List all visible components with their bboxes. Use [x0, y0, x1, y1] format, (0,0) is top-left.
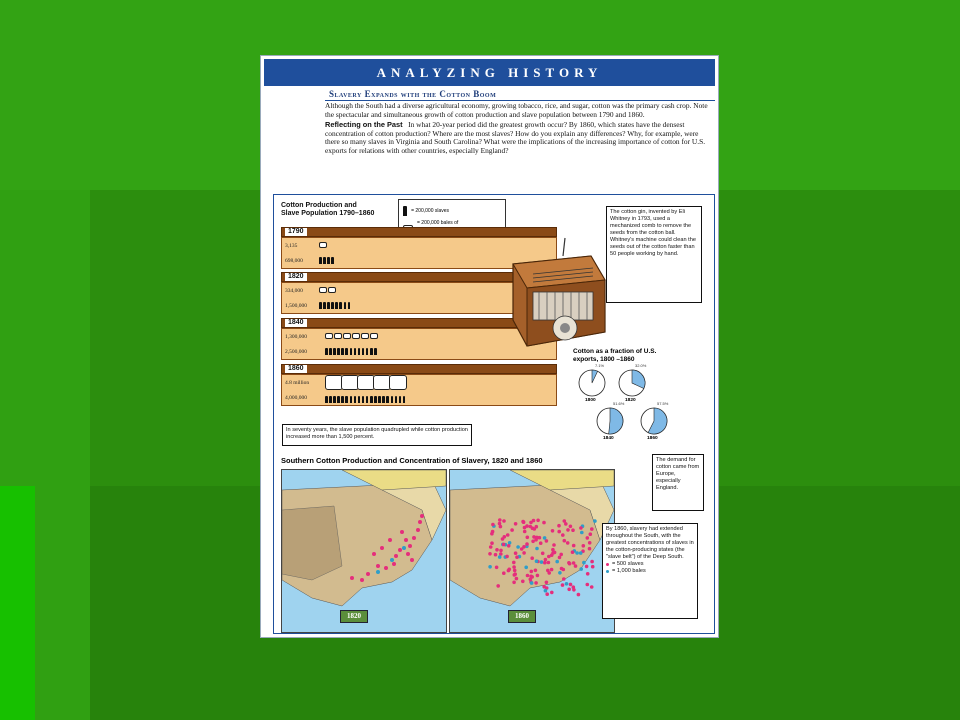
map-density-dot: [499, 549, 503, 553]
cotton-bale-icon: [352, 333, 360, 339]
slave-figure-icon: [337, 348, 340, 355]
map-density-dot: [502, 543, 506, 547]
slave-value: 2,500,000: [285, 349, 307, 355]
map-density-dot: [545, 592, 549, 596]
slave-figure-icon: [341, 396, 344, 403]
map-density-dot: [542, 521, 546, 525]
map-density-dot: [544, 558, 548, 562]
slave-figure-icon: [335, 302, 338, 309]
key-label: = 500 slaves: [612, 561, 644, 567]
map-density-dot: [535, 559, 539, 563]
map-density-dot: [572, 588, 576, 592]
pie-1840: [595, 406, 625, 436]
figure-row: [325, 348, 378, 355]
map-density-dot: [586, 536, 590, 540]
map-1860-drawing: [450, 470, 614, 632]
map-density-dot: [577, 593, 581, 597]
map-density-dot: [501, 537, 505, 541]
map-density-dot: [553, 551, 557, 555]
cotton-bale-icon: [319, 287, 327, 293]
map-density-dot: [545, 539, 549, 543]
slave-figure-icon: [358, 348, 361, 355]
map-density-dot: [490, 532, 494, 536]
map-density-dot: [516, 545, 520, 549]
map-density-dot: [513, 572, 517, 576]
exports-title-line: exports, 1800 –1860: [573, 355, 635, 363]
map-density-dot: [550, 568, 554, 572]
map-density-dot: [507, 544, 511, 548]
map-density-dot: [562, 568, 566, 572]
map-density-dot: [571, 550, 575, 554]
slave-figure-icon: [339, 302, 342, 309]
pie-slice-1840: [609, 408, 623, 434]
pie-year-label: 1800: [585, 398, 596, 403]
map-density-dot: [536, 519, 540, 523]
slave-figure-icon: [370, 348, 373, 355]
year-body: [281, 374, 557, 406]
slave-figure-icon: [366, 348, 369, 355]
map-1820-drawing: [282, 470, 446, 632]
map-density-dot: [566, 528, 570, 532]
slave-figure-icon: [403, 396, 406, 403]
slave-figure-icon: [354, 396, 357, 403]
map-density-dot: [574, 564, 578, 568]
exports-title-line: Cotton as a fraction of U.S.: [573, 348, 657, 355]
slave-figure-icon: [333, 396, 336, 403]
slave-value: 1,500,000: [285, 303, 307, 309]
map-density-dot: [515, 555, 519, 559]
bale-row: [319, 287, 337, 293]
map-density-dot: [491, 523, 495, 527]
map-title: Southern Cotton Production and Concentration of Slavery, 1820 and 1860: [281, 456, 543, 465]
slave-figure-icon: [362, 348, 365, 355]
slave-dot-icon: [606, 563, 609, 566]
map-density-dot: [510, 528, 514, 532]
map-density-dot: [533, 527, 537, 531]
map-density-dot: [495, 548, 499, 552]
map-density-dot: [530, 581, 534, 585]
map-density-dot: [547, 561, 551, 565]
slave-figure-icon: [350, 348, 353, 355]
map-density-dot: [552, 543, 556, 547]
pie-1860: [639, 406, 669, 436]
map-density-dot: [572, 544, 576, 548]
slave-figure-icon: [378, 396, 381, 403]
map-density-dot: [551, 529, 555, 533]
slave-figure-icon: [329, 396, 332, 403]
map-density-dot: [521, 580, 525, 584]
map-density-dot: [569, 525, 573, 529]
slave-figure-icon: [374, 396, 377, 403]
slave-figure-icon: [341, 348, 344, 355]
map-density-dot: [538, 536, 542, 540]
slave-figure-icon: [362, 396, 365, 403]
key-label: = 1,000 bales: [612, 568, 646, 574]
map-density-dot: [534, 538, 538, 542]
map-density-dot: [530, 570, 534, 574]
pie-1800: [577, 368, 607, 398]
map-density-dot: [532, 535, 536, 539]
figure-row: [319, 257, 335, 264]
large-cotton-bale-icon: [389, 375, 407, 390]
map-density-dot: [499, 525, 503, 529]
map-density-dot: [507, 569, 511, 573]
slave-figure-icon: [325, 396, 328, 403]
map-density-dot: [512, 581, 516, 585]
cotton-value: 4.8 million: [285, 380, 310, 386]
map-density-dot: [523, 530, 527, 534]
map-density-dot: [557, 524, 561, 528]
slave-figure-icon: [345, 348, 348, 355]
map-density-dot: [488, 565, 492, 569]
map-density-dot: [502, 571, 506, 575]
slave-figure-icon: [345, 396, 348, 403]
map-density-dot: [593, 519, 597, 523]
map-density-dot: [559, 553, 563, 557]
map-callout: [602, 523, 698, 619]
year-label: 1820: [285, 273, 307, 281]
slave-figure-icon: [374, 348, 377, 355]
map-density-dot: [585, 565, 589, 569]
map-density-dot: [529, 525, 533, 529]
map-year-label: 1860: [508, 610, 536, 623]
exports-title: [573, 348, 656, 363]
map-density-dot: [582, 544, 586, 548]
bale-row: [325, 375, 405, 390]
pie-year-label: 1840: [603, 436, 614, 441]
pie-percent-label: 51.6%: [613, 401, 625, 406]
year-strip: [281, 364, 557, 374]
slave-figure-icon: [337, 396, 340, 403]
figure-row: [319, 302, 352, 309]
year-label: 1860: [285, 365, 307, 373]
map-density-dot: [579, 551, 583, 555]
map-density-dot: [590, 560, 594, 564]
map-density-dot: [526, 536, 530, 540]
chart-note: In seventy years, the slave population quadrupled while cotton production increased more than 1,500 percent.: [282, 424, 472, 446]
pie-percent-label: 32.0%: [635, 363, 647, 368]
page-title: ANALYZING HISTORY: [264, 59, 715, 86]
map-density-dot: [512, 561, 516, 565]
map-density-dot: [571, 528, 575, 532]
map-density-dot: [579, 526, 583, 530]
slave-figure-icon: [331, 257, 334, 264]
map-density-dot: [580, 531, 584, 535]
map-density-dot: [542, 585, 546, 589]
map-density-dot: [566, 541, 570, 545]
pie-year-label: 1820: [625, 398, 636, 403]
intro-paragraph: Although the South had a diverse agricultural economy, growing tobacco, rice, and sugar, cotton was the primary cash crop. Note the spectacular and simultaneous growth of cotton production and slave population between 1790 and 1860.: [325, 101, 708, 119]
slave-figure-icon: [395, 396, 398, 403]
chart-title-line: Cotton Production and: [281, 202, 357, 209]
map-density-dot: [540, 560, 544, 564]
year-label: 1790: [285, 228, 307, 236]
map-density-dot: [513, 569, 517, 573]
map-density-dot: [558, 571, 562, 575]
map-density-dot: [543, 536, 547, 540]
cotton-value: 1,300,000: [285, 334, 307, 340]
chart-title: [281, 202, 374, 218]
reflect-label: Reflecting on the Past: [325, 120, 403, 130]
map-density-dot: [490, 541, 494, 545]
map-density-dot: [520, 547, 524, 551]
cotton-value: 334,000: [285, 288, 303, 294]
map-density-dot: [495, 566, 499, 570]
map-density-dot: [505, 555, 509, 559]
map-density-dot: [489, 545, 493, 549]
intro-text: [325, 102, 715, 158]
slave-figure-icon: [386, 396, 389, 403]
demand-callout: The demand for cotton came from Europe, especially England.: [652, 454, 704, 511]
slave-figure-icon: [366, 396, 369, 403]
figure-row: [325, 396, 407, 403]
bale-row: [319, 242, 328, 248]
slave-figure-icon: [350, 396, 353, 403]
legend-label: = 200,000 slaves: [411, 208, 450, 214]
slave-figure-icon: [327, 257, 330, 264]
map-density-dot: [572, 561, 576, 565]
cotton-bale-icon: [334, 333, 342, 339]
map-density-dot: [555, 560, 559, 564]
map-density-dot: [494, 553, 498, 557]
map-density-dot: [563, 539, 567, 543]
map-density-dot: [591, 565, 595, 569]
map-density-dot: [590, 585, 594, 589]
slave-figure-icon: [358, 396, 361, 403]
map-density-dot: [534, 581, 538, 585]
pie-percent-label: 57.5%: [657, 401, 669, 406]
map-density-dot: [536, 574, 540, 578]
map-density-dot: [565, 582, 569, 586]
legend-slaves: [403, 206, 449, 216]
slave-figure-icon: [319, 302, 322, 309]
map-density-dot: [544, 589, 548, 593]
slave-figure-icon: [325, 348, 328, 355]
cotton-value: 3,135: [285, 243, 298, 249]
map-density-dot: [498, 555, 502, 559]
map-1820: [281, 469, 447, 633]
map-density-dot: [524, 566, 528, 570]
reflect-paragraph: [325, 121, 715, 155]
map-density-dot: [499, 552, 503, 556]
map-density-dot: [535, 547, 539, 551]
year-block-1860: [281, 364, 557, 406]
map-density-dot: [550, 591, 554, 595]
chart-title-line: Slave Population 1790–1860: [281, 210, 375, 217]
section-subtitle: Slavery Expands with the Cotton Boom: [329, 89, 497, 99]
map-density-dot: [579, 567, 583, 571]
map-density-dot: [506, 533, 510, 537]
map-density-dot: [526, 574, 530, 578]
map-density-dot: [539, 541, 543, 545]
slave-value: 698,000: [285, 258, 303, 264]
map-density-dot: [529, 578, 533, 582]
map-year-label: 1820: [340, 610, 368, 623]
pie-1820: [617, 368, 647, 398]
map-density-dot: [512, 565, 516, 569]
slave-figure-icon: [323, 257, 326, 264]
bale-dot-icon: [606, 570, 609, 573]
map-density-dot: [561, 533, 565, 537]
map-1860: [449, 469, 615, 633]
map-density-dot: [588, 547, 592, 551]
map-density-dot: [534, 569, 538, 573]
cotton-gin-illustration: [503, 234, 613, 352]
slave-figure-icon: [331, 302, 334, 309]
slave-figure-icon: [391, 396, 394, 403]
map-density-dot: [525, 542, 529, 546]
slave-figure-icon: [329, 348, 332, 355]
map-density-dot: [514, 522, 518, 526]
map-callout-text: By 1860, slavery had extended throughout the South, with the greatest concentrations of slaves in the cotton-producing states (the "slave belt") of the Deep South.: [606, 526, 694, 560]
reflect-text: In what 20-year period did the greatest growth occur? By 1860, which states have the densest concentration of cotton production? Where are the most slaves? How do you explain any differences? Why, for example, were there so many slaves in Virginia and South Carolina? What were the implications of the increasing importance of cotton for U.S. exports for relations with other countries, especially England?: [325, 120, 706, 155]
map-density-dot: [529, 521, 533, 525]
map-density-dot: [547, 571, 551, 575]
cotton-bale-icon: [370, 333, 378, 339]
cotton-bale-icon: [319, 242, 327, 248]
map-density-dot: [496, 584, 500, 588]
slave-figure-icon: [348, 302, 351, 309]
pie-year-label: 1860: [647, 436, 658, 441]
year-label: 1840: [285, 319, 307, 327]
map-density-dot: [582, 561, 586, 565]
map-density-dot: [530, 556, 534, 560]
map-density-dot: [515, 577, 519, 581]
slave-figure-icon: [399, 396, 402, 403]
slave-value: 4,000,000: [285, 395, 307, 401]
document-page: [260, 55, 719, 638]
slave-figure-icon: [370, 396, 373, 403]
map-density-dot: [589, 532, 593, 536]
map-density-dot: [563, 519, 567, 523]
slave-figure-icon: [327, 302, 330, 309]
map-density-dot: [567, 588, 571, 592]
slave-figure-icon: [354, 348, 357, 355]
map-density-dot: [569, 583, 573, 587]
map-density-dot: [502, 519, 506, 523]
map-density-dot: [523, 526, 527, 530]
map-density-dot: [590, 527, 594, 531]
legend-label: = 200,000 bales of: [417, 220, 459, 226]
key-slaves: [606, 561, 694, 568]
map-density-dot: [561, 583, 565, 587]
map-density-dot: [522, 520, 526, 524]
pie-percent-label: 7.1%: [595, 363, 605, 368]
map-density-dot: [522, 551, 526, 555]
map-density-dot: [541, 552, 545, 556]
bale-row: [325, 333, 379, 339]
key-bales: [606, 568, 694, 575]
map-density-dot: [545, 581, 549, 585]
map-density-dot: [562, 577, 566, 581]
slave-figure-icon: [403, 206, 407, 216]
slave-figure-icon: [319, 257, 322, 264]
cotton-bale-icon: [325, 333, 333, 339]
cotton-bale-icon: [361, 333, 369, 339]
map-density-dot: [586, 583, 590, 587]
slave-figure-icon: [344, 302, 347, 309]
slave-figure-icon: [323, 302, 326, 309]
map-density-dot: [543, 561, 547, 565]
cotton-bale-icon: [343, 333, 351, 339]
slave-figure-icon: [382, 396, 385, 403]
slide-background-band: [0, 486, 35, 720]
map-density-dot: [568, 562, 572, 566]
cotton-gin-callout: The cotton gin, invented by Eli Whitney in 1793, used a mechanized comb to remove the seeds from the cotton ball. Whitney's machine could clean the seeds out of the cotton faster than 50 people working by hand.: [606, 206, 702, 303]
map-density-dot: [514, 551, 518, 555]
cotton-bale-icon: [328, 287, 336, 293]
slave-figure-icon: [333, 348, 336, 355]
map-density-dot: [586, 572, 590, 576]
map-density-dot: [488, 552, 492, 556]
map-density-dot: [557, 530, 561, 534]
map-density-dot: [498, 518, 502, 522]
map-density-dot: [588, 541, 592, 545]
